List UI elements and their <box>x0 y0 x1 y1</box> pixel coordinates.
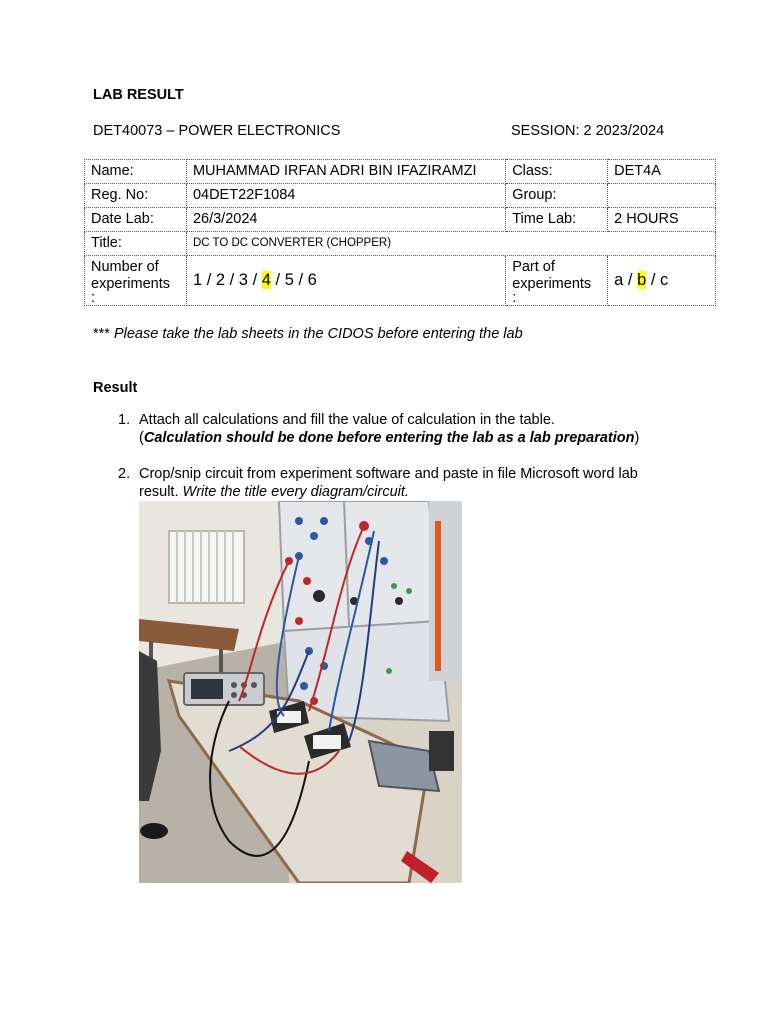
lab-photo-illustration <box>139 501 462 883</box>
part-label-line3: : <box>512 289 517 306</box>
lab-setup-photo <box>139 501 462 883</box>
part-label-line1: Part of <box>512 258 555 275</box>
note-stars: *** <box>93 326 110 342</box>
reg-value: 04DET22F1084 <box>186 184 505 208</box>
reg-label: Reg. No: <box>85 184 187 208</box>
num-experiments-label-line3: : <box>91 289 96 306</box>
part-selected: b <box>637 271 647 289</box>
num-experiments-label-line2: experiments <box>91 275 170 292</box>
list-item-italic: Write the title every diagram/circuit. <box>182 484 409 500</box>
part-before: a / <box>614 271 638 289</box>
time-value: 2 HOURS <box>608 208 716 232</box>
name-label: Name: <box>85 160 187 184</box>
paren-open: ( <box>139 430 144 446</box>
title-label: Title: <box>85 232 187 256</box>
note-text: Please take the lab sheets in the CIDOS before entering the lab <box>109 326 523 342</box>
num-experiments-selected: 4 <box>261 271 271 289</box>
class-label: Class: <box>506 160 608 184</box>
table-row <box>85 232 716 256</box>
date-value: 26/3/2024 <box>186 208 505 232</box>
title-value: DC TO DC CONVERTER (CHOPPER) <box>186 232 715 256</box>
lab-sheet-note <box>93 326 523 342</box>
num-experiments-value <box>186 256 505 306</box>
student-info-table <box>84 159 716 306</box>
paren-close: ) <box>634 430 640 446</box>
name-value: MUHAMMAD IRFAN ADRI BIN IFAZIRAMZI <box>186 160 505 184</box>
num-experiments-label <box>85 256 187 306</box>
list-item-line: Crop/snip circuit from experiment software and paste in file Microsoft word lab <box>139 466 638 482</box>
table-row <box>85 184 716 208</box>
table-row <box>85 208 716 232</box>
num-experiments-before: 1 / 2 / 3 / <box>192 271 262 289</box>
list-item-plain: result. <box>139 484 183 500</box>
part-experiments-label <box>506 256 608 306</box>
group-label: Group: <box>506 184 608 208</box>
num-experiments-label-line1: Number of <box>91 258 159 275</box>
time-label: Time Lab: <box>506 208 608 232</box>
group-value <box>608 184 716 208</box>
num-experiments-after: / 5 / 6 <box>270 271 317 289</box>
list-item-number: 1. <box>118 412 131 428</box>
list-item-line: Attach all calculations and fill the value of calculation in the table. <box>139 412 555 428</box>
session-label: SESSION: 2 2023/2024 <box>511 123 665 139</box>
table-row <box>85 160 716 184</box>
course-title: DET40073 – POWER ELECTRONICS <box>93 123 341 139</box>
part-label-line2: experiments <box>512 275 592 292</box>
part-experiments-value <box>608 256 716 306</box>
part-after: / c <box>646 271 669 289</box>
class-value: DET4A <box>608 160 716 184</box>
table-row <box>85 256 716 306</box>
date-label: Date Lab: <box>85 208 187 232</box>
result-heading: Result <box>93 380 138 396</box>
page-title: LAB RESULT <box>93 87 184 103</box>
list-item-number: 2. <box>118 466 131 482</box>
list-item-emphasis: Calculation should be done before entering the lab as a lab preparation <box>143 430 635 446</box>
